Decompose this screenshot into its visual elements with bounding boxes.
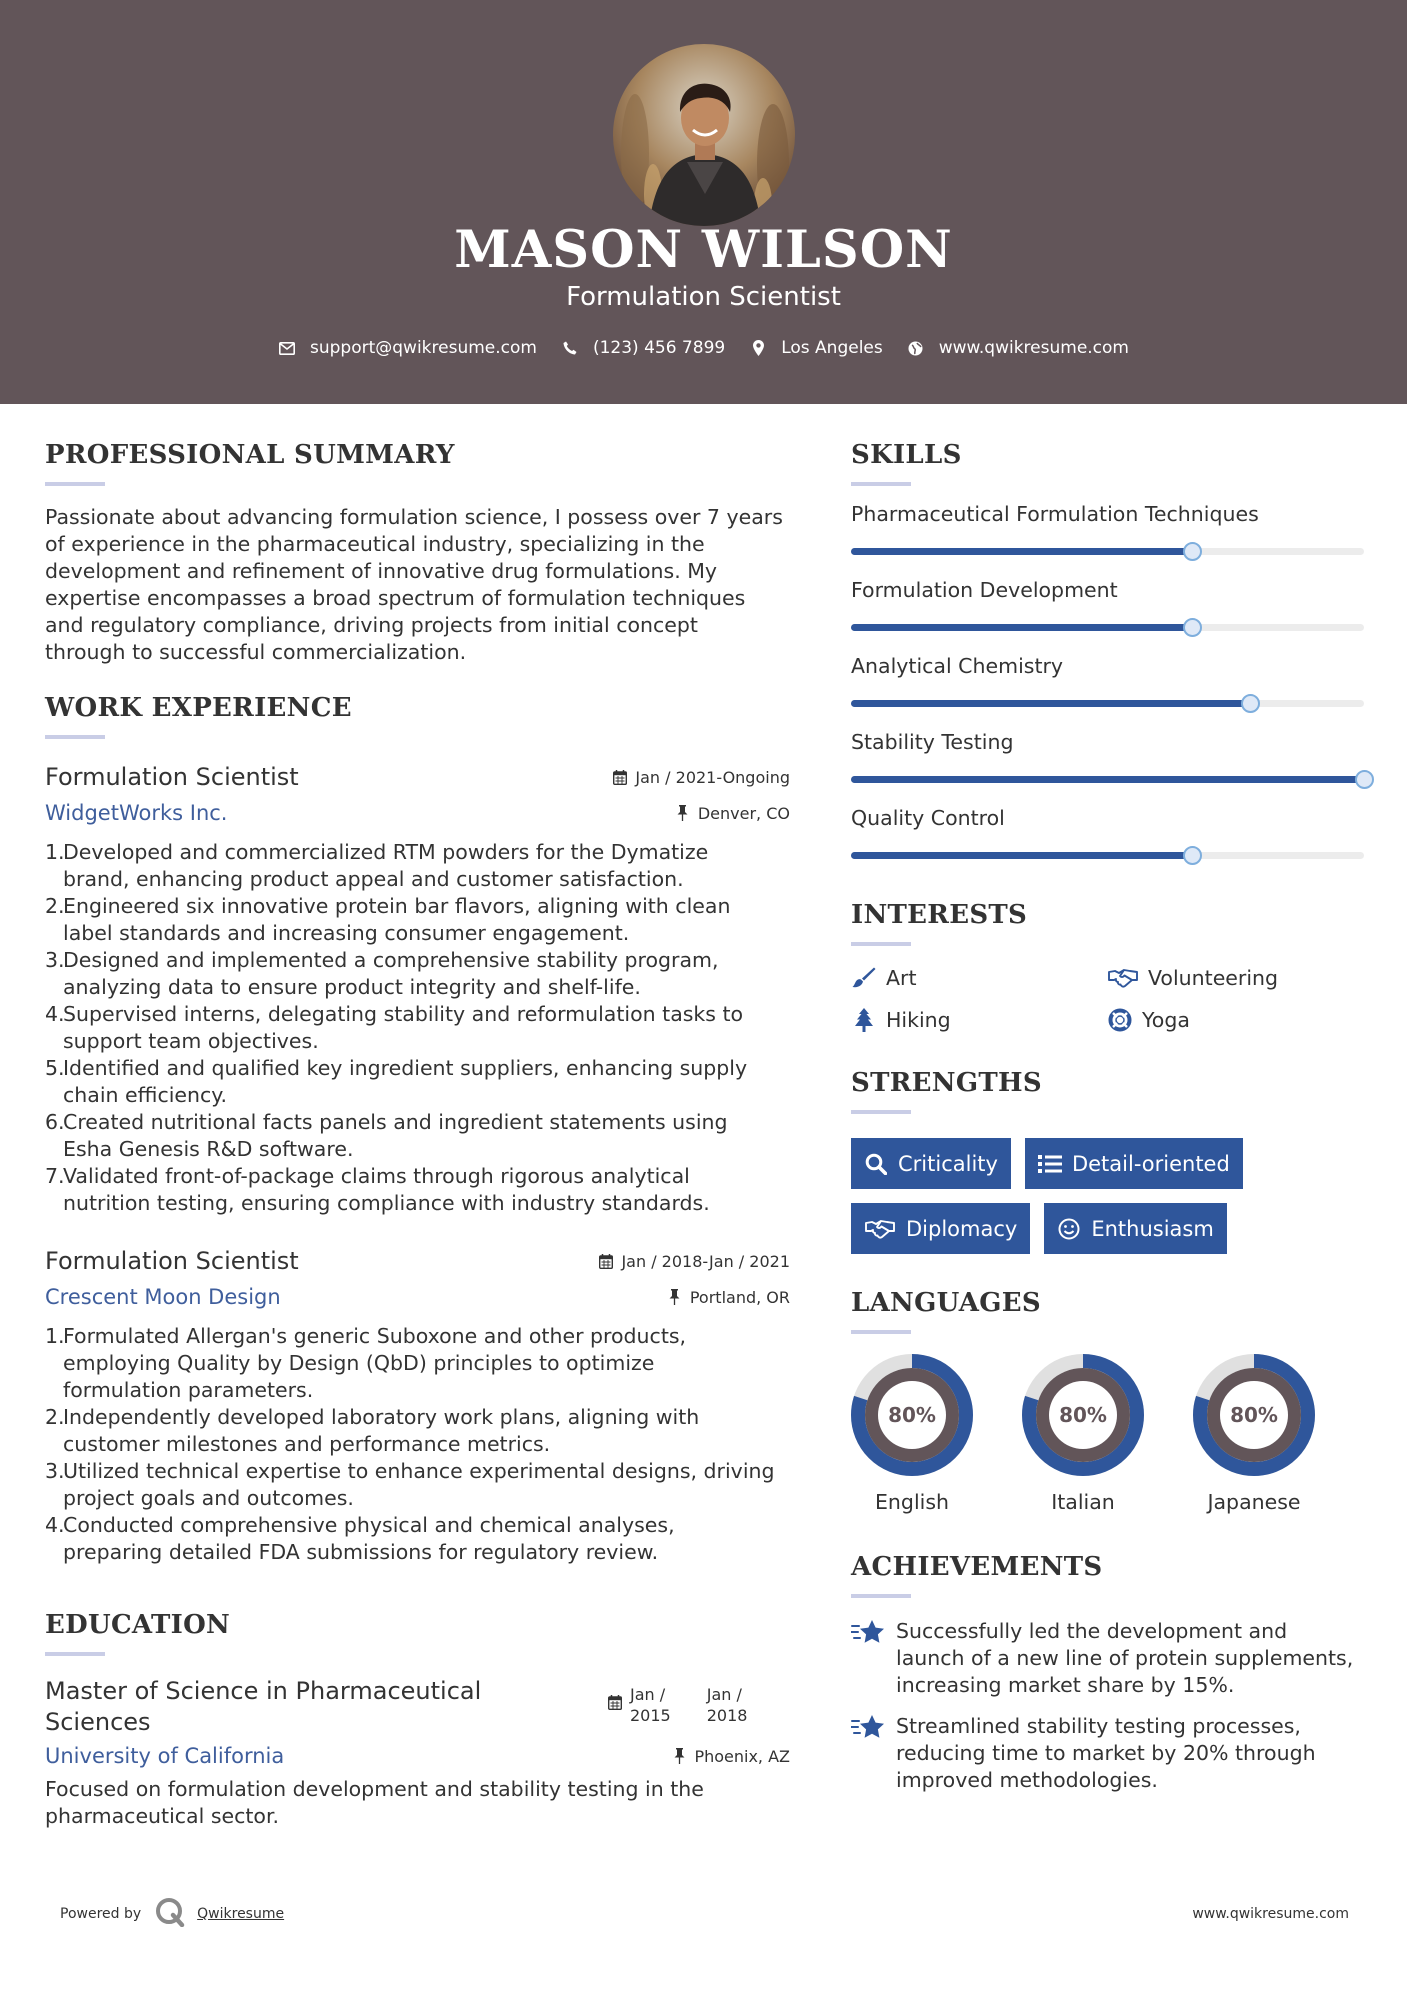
skill-name: Stability Testing — [851, 730, 1014, 754]
skill-bar-fill — [851, 624, 1192, 631]
star-icon — [851, 1713, 885, 1743]
section-title: LANGUAGES — [851, 1288, 1041, 1318]
skill-bar-knob — [1241, 694, 1260, 713]
job-date — [613, 768, 790, 787]
skill-bar-knob — [1183, 542, 1202, 561]
qwikresume-link[interactable]: Qwikresume — [197, 1906, 285, 1922]
list-item: 1. Developed and commercialized RTM powders for the Dymatize brand, enhancing product appeal and customer satisfaction. — [45, 840, 709, 891]
section-divider — [45, 735, 105, 739]
pushpin-icon — [676, 805, 690, 821]
section-title: STRENGTHS — [851, 1068, 1042, 1098]
section-divider — [851, 1330, 911, 1334]
list-item: 3. Utilized technical expertise to enhance experimental designs, driving project goals and outcomes. — [45, 1459, 775, 1510]
section-title: EDUCATION — [45, 1610, 231, 1640]
duties-list — [45, 1323, 790, 1566]
summary-line: through to successful commercialization. — [45, 640, 467, 664]
education-end-date: Jan / 2018 — [706, 1685, 748, 1725]
company-name: WidgetWorks Inc. — [45, 801, 228, 825]
contact-email[interactable] — [278, 338, 537, 358]
qwikresume-logo-icon — [155, 1897, 185, 1931]
achievement-text: Streamlined stability testing processes, reducing time to market by 20% through improved methodologies. — [896, 1714, 1316, 1792]
list-item: 4. Supervised interns, delegating stability and reformulation tasks to support team objectives. — [45, 1002, 744, 1053]
powered-by-label: Powered by — [60, 1906, 142, 1922]
skill-bar-fill — [851, 700, 1250, 707]
lifebuoy-icon — [1107, 1008, 1133, 1032]
job-location — [668, 1288, 790, 1307]
section-title: ACHIEVEMENTS — [851, 1552, 1103, 1582]
job-header — [45, 1247, 790, 1275]
education-header — [45, 1676, 790, 1738]
language-percent: 80% — [1059, 1403, 1107, 1427]
pushpin-icon — [672, 1748, 686, 1764]
footer-powered-by — [60, 1897, 284, 1931]
language-item — [851, 1354, 973, 1514]
list-item: 5. Identified and qualified key ingredient suppliers, enhancing supply chain efficiency. — [45, 1056, 748, 1107]
section-title: SKILLS — [851, 440, 962, 470]
skill-name: Pharmaceutical Formulation Techniques — [851, 502, 1259, 526]
skills-list — [851, 502, 1364, 866]
phone-icon — [561, 339, 579, 357]
education-subheader — [45, 1744, 790, 1768]
search-icon — [864, 1152, 888, 1176]
job-date-text: Jan / 2018-Jan / 2021 — [621, 1251, 790, 1271]
skill-item — [851, 806, 1364, 866]
language-percent: 80% — [888, 1403, 936, 1427]
list-item: 3. Designed and implemented a comprehensive stability program, analyzing data to ensure product integrity and shelf-life. — [45, 948, 719, 999]
resume-header — [0, 0, 1407, 404]
skill-bar-track — [851, 852, 1364, 859]
summary-text — [45, 504, 790, 666]
interest-item: Volunteering — [1107, 966, 1347, 990]
job-location — [676, 804, 790, 823]
education-start-date: Jan / 2015 — [630, 1685, 671, 1725]
website-text: www.qwikresume.com — [938, 338, 1129, 358]
skill-item — [851, 578, 1364, 654]
section-divider — [45, 1652, 105, 1656]
education-location-text: Phoenix, AZ — [694, 1746, 790, 1766]
summary-section — [45, 440, 790, 666]
job-subheader — [45, 801, 790, 825]
school-name: University of California — [45, 1744, 285, 1768]
section-divider — [851, 482, 911, 486]
company-name: Crescent Moon Design — [45, 1285, 281, 1309]
calendar-icon — [608, 1694, 622, 1710]
section-divider — [851, 942, 911, 946]
contact-bar — [0, 338, 1407, 358]
phone-text: (123) 456 7899 — [592, 338, 726, 358]
candidate-name: MASON WILSON — [454, 220, 953, 280]
list-item: 1. Formulated Allergan's generic Suboxone and other products, employing Quality by Design (QbD) principles to optimize formulation parameters. — [45, 1324, 687, 1402]
list-item: 2. Engineered six innovative protein bar flavors, aligning with clean label standards and increasing consumer engagement. — [45, 894, 731, 945]
calendar-icon — [599, 1253, 613, 1269]
job-title: Formulation Scientist — [45, 1247, 299, 1275]
skill-bar-knob — [1183, 618, 1202, 637]
skill-bar-track — [851, 700, 1364, 707]
skill-bar-fill — [851, 852, 1192, 859]
strength-tag: Criticality — [851, 1138, 1011, 1189]
section-title: PROFESSIONAL SUMMARY — [45, 440, 455, 470]
strengths-list — [851, 1138, 1364, 1268]
section-title: WORK EXPERIENCE — [45, 693, 352, 723]
summary-line: expertise encompasses a broad spectrum of formulation techniques — [45, 586, 746, 610]
list-icon — [1038, 1152, 1062, 1176]
contact-phone[interactable] — [561, 338, 725, 358]
list-item: 4. Conducted comprehensive physical and chemical analyses, preparing detailed FDA submissions for regulatory review. — [45, 1513, 675, 1564]
map-pin-icon — [749, 339, 767, 357]
skill-bar-fill — [851, 776, 1364, 783]
achievement-item — [851, 1618, 1364, 1699]
language-name: English — [874, 1490, 950, 1514]
left-column — [45, 440, 790, 1830]
strength-tag: Diplomacy — [851, 1203, 1030, 1254]
section-title: INTERESTS — [851, 900, 1028, 930]
strengths-section — [851, 1068, 1364, 1268]
job-subheader — [45, 1285, 790, 1309]
candidate-role: Formulation Scientist — [566, 282, 841, 312]
language-percent: 80% — [1230, 1403, 1278, 1427]
language-ring — [851, 1354, 973, 1476]
skill-bar-track — [851, 548, 1364, 555]
skill-item — [851, 654, 1364, 730]
language-name: Italian — [1051, 1490, 1115, 1514]
degree-title: Master of Science in Pharmaceutical Sciences — [45, 1677, 482, 1736]
contact-website[interactable] — [907, 338, 1129, 358]
summary-line: of experience in the pharmaceutical industry, specializing in the — [45, 532, 705, 556]
strength-tag: Enthusiasm — [1044, 1203, 1226, 1254]
summary-line: and regulatory compliance, driving projects from initial concept — [45, 613, 698, 637]
section-divider — [851, 1594, 911, 1598]
language-item — [1193, 1354, 1315, 1514]
language-ring — [1022, 1354, 1144, 1476]
globe-icon — [907, 339, 925, 357]
job-title: Formulation Scientist — [45, 763, 299, 791]
job-date — [599, 1252, 790, 1271]
education-section — [45, 1610, 790, 1830]
right-column — [851, 440, 1364, 1794]
interest-item: Yoga — [1107, 1008, 1347, 1032]
skill-bar-track — [851, 624, 1364, 631]
language-name: Japanese — [1207, 1490, 1301, 1514]
list-item: 6. Created nutritional facts panels and ingredient statements using Esha Genesis R&D software. — [45, 1110, 728, 1161]
job-entry — [45, 763, 790, 1217]
pushpin-icon — [668, 1289, 682, 1305]
handshake-icon — [1107, 966, 1139, 990]
skill-bar-track — [851, 776, 1364, 783]
achievements-section — [851, 1552, 1364, 1794]
handshake-icon — [864, 1217, 896, 1241]
skill-item — [851, 502, 1364, 578]
contact-location — [749, 338, 883, 358]
skill-bar-knob — [1355, 770, 1374, 789]
job-header — [45, 763, 790, 791]
job-date-text: Jan / 2021-Ongoing — [635, 767, 790, 787]
job-location-text: Denver, CO — [697, 803, 790, 823]
interests-section — [851, 900, 1364, 1032]
email-text: support@qwikresume.com — [310, 338, 537, 358]
languages-list — [851, 1354, 1364, 1514]
star-icon — [851, 1618, 885, 1648]
skill-name: Formulation Development — [851, 578, 1118, 602]
education-location — [672, 1747, 790, 1766]
footer-website[interactable]: www.qwikresume.com — [1192, 1906, 1349, 1922]
calendar-icon — [613, 769, 627, 785]
location-text: Los Angeles — [781, 338, 883, 358]
interests-list — [851, 966, 1364, 1032]
skill-bar-knob — [1183, 846, 1202, 865]
section-divider — [851, 1110, 911, 1114]
summary-line: development and refinement of innovative drug formulations. My — [45, 559, 718, 583]
summary-line: Passionate about advancing formulation science, I possess over 7 years — [45, 505, 783, 529]
language-item — [1022, 1354, 1144, 1514]
list-item: 2. Independently developed laboratory work plans, aligning with customer milestones and performance metrics. — [45, 1405, 700, 1456]
education-dates — [608, 1684, 790, 1738]
smile-icon — [1057, 1217, 1081, 1241]
section-divider — [45, 482, 105, 486]
envelope-icon — [278, 339, 296, 357]
skills-section — [851, 440, 1364, 866]
experience-section — [45, 693, 790, 1566]
job-location-text: Portland, OR — [689, 1287, 790, 1307]
skill-bar-fill — [851, 548, 1192, 555]
duties-list — [45, 839, 790, 1217]
skill-item — [851, 730, 1364, 806]
paintbrush-icon — [851, 966, 877, 990]
interest-item: Art — [851, 966, 1107, 990]
interest-item: Hiking — [851, 1008, 1107, 1032]
education-description: Focused on formulation development and stability testing in the pharmaceutical sector. — [45, 1777, 704, 1828]
skill-name: Analytical Chemistry — [851, 654, 1064, 678]
languages-section — [851, 1288, 1364, 1514]
achievement-item — [851, 1713, 1364, 1794]
strength-tag: Detail-oriented — [1025, 1138, 1243, 1189]
tree-icon — [851, 1008, 877, 1032]
profile-photo — [613, 44, 795, 226]
job-entry — [45, 1247, 790, 1566]
achievement-text: Successfully led the development and launch of a new line of protein supplements, increasing market share by 15%. — [896, 1619, 1354, 1697]
list-item: 7. Validated front-of-package claims through rigorous analytical nutrition testing, ensuring compliance with industry standards. — [45, 1164, 710, 1215]
skill-name: Quality Control — [851, 806, 1005, 830]
language-ring — [1193, 1354, 1315, 1476]
